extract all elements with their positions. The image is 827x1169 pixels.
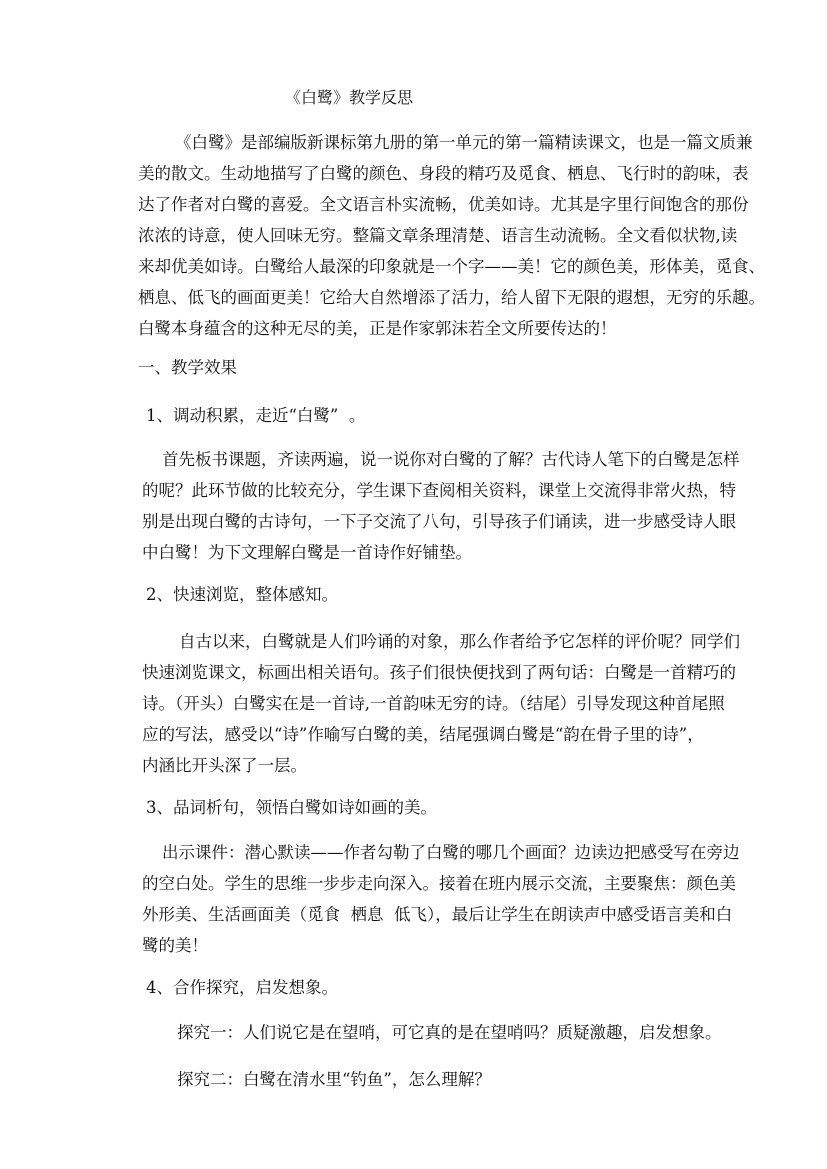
item3-line: 出示课件：潜心默读——作者勾勒了白鹭的哪几个画面？边读边把感受写在旁边	[162, 843, 740, 862]
item1-heading: 1、调动积累，走近“白鹭” 。	[146, 406, 366, 425]
item3-line: 外形美、生活画面美（觅食 栖息 低飞），最后让学生在朗读声中感受语言美和白	[142, 905, 733, 924]
item1-line: 的呢？此环节做的比较充分，学生课下查阅相关资料，课堂上交流得非常火热，特	[142, 481, 736, 500]
item2-line: 快速浏览课文，标画出相关语句。孩子们很快便找到了两句话：白鹭是一首精巧的	[142, 663, 736, 682]
intro-line: 浓浓的诗意，使人回味无穷。整篇文章条理清楚、语言生动流畅。全文看似状物,读	[138, 226, 738, 245]
intro-line: 《白鹭》是部编版新课标第九册的第一单元的第一篇精读课文，也是一篇文质兼	[175, 133, 753, 152]
item3-heading: 3、品词析句，领悟白鹭如诗如画的美。	[146, 798, 437, 817]
item2-line: 内涵比开头深了一层。	[142, 756, 307, 775]
intro-line: 栖息、低飞的画面更美！它给大自然增添了活力，给人留下无限的遐想，无穷的乐趣。	[138, 288, 765, 307]
item3-line: 的空白处。学生的思维一步步走向深入。接着在班内展示交流，主要聚焦：颜色美	[142, 874, 736, 893]
intro-line: 达了作者对白鹭的喜爱。全文语言朴实流畅，优美如诗。尤其是字里行间饱含的那份	[138, 195, 749, 214]
item2-line: 应的写法，感受以“诗”作喻写白鹭的美，结尾强调白鹭是“韵在骨子里的诗”，	[142, 725, 704, 744]
page-title: 《白鹭》教学反思	[285, 88, 414, 107]
item4-heading: 4、合作探究，启发想象。	[146, 978, 338, 997]
item2-line: 诗。（开头）白鹭实在是一首诗,一首韵味无穷的诗。（结尾）引导发现这种首尾照	[142, 694, 725, 713]
item2-line: 自古以来，白鹭就是人们吟诵的对象，那么作者给予它怎样的评价呢？同学们	[179, 632, 740, 651]
intro-line: 美的散文。生动地描写了白鹭的颜色、身段的精巧及觅食、栖息、飞行时的韵味，表	[138, 164, 749, 183]
explore-one: 探究一：人们说它是在望哨，可它真的是在望哨吗？质疑激趣，启发想象。	[177, 1023, 722, 1042]
item1-line: 首先板书课题，齐读两遍，说一说你对白鹭的了解？古代诗人笔下的白鹭是怎样	[162, 450, 740, 469]
section-heading: 一、教学效果	[138, 358, 237, 377]
item1-line: 别是出现白鹭的古诗句，一下子交流了八句，引导孩子们诵读，进一步感受诗人眼	[142, 512, 736, 531]
item3-line: 鹭的美！	[142, 936, 208, 955]
intro-line: 来却优美如诗。白鹭给人最深的印象就是一个字——美！它的颜色美，形体美，觅食、	[138, 257, 765, 276]
intro-line: 白鹭本身蕴含的这种无尽的美，正是作家郭沫若全文所要传达的！	[138, 319, 617, 338]
item2-heading: 2、快速浏览，整体感知。	[146, 585, 338, 604]
item1-line: 中白鹭！为下文理解白鹭是一首诗作好铺垫。	[142, 543, 472, 562]
explore-two: 探究二：白鹭在清水里“钓鱼”，怎么理解？	[177, 1070, 491, 1089]
